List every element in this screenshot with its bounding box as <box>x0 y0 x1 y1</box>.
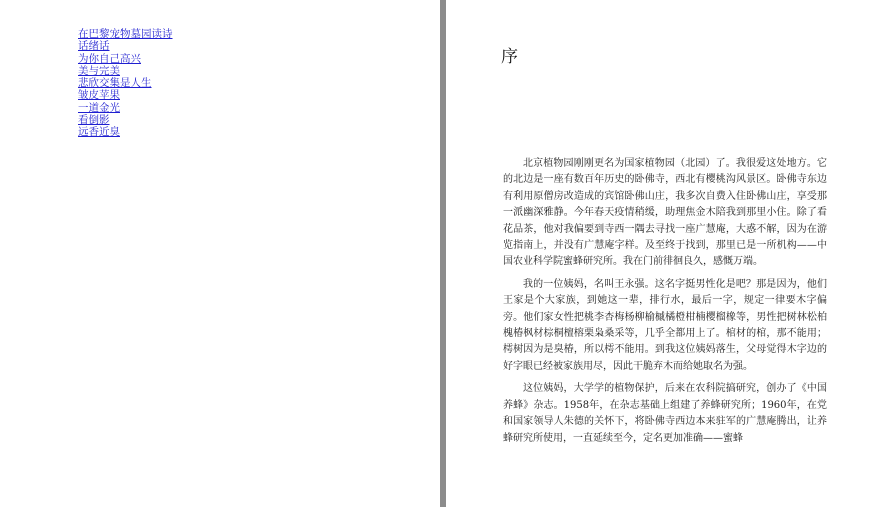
toc-link[interactable]: 为你自己高兴 <box>78 52 141 65</box>
toc-link[interactable]: 在巴黎宠物墓园读诗 <box>78 28 173 40</box>
toc-link[interactable]: 远香近臭 <box>78 126 120 139</box>
toc-link[interactable]: 皱皮苹果 <box>78 89 120 102</box>
toc-item <box>78 87 173 102</box>
toc-item <box>78 38 173 53</box>
toc-link[interactable]: 一道金光 <box>78 101 120 114</box>
body-paragraph: 这位姨妈，大学学的植物保护，后来在农科院搞研究，创办了《中国养蜂》杂志。1958年，在杂志基础上组建了养蜂研究所；1960年，在党和国家领导人朱德的关怀下，将卧佛寺西边本来驻军的广慧庵腾出，让养蜂研究所使用，一直延续至今，定名更加准确——蜜蜂 <box>503 383 827 444</box>
toc-item <box>78 51 173 63</box>
body-paragraph: 我的一位姨妈，名叫王永强。这名字挺男性化是吧？那是因为，他们王家是个大家族，到她这一辈，排行水，最后一字，规定一律要木字偏旁。他们家女性把桃李杏梅杨柳榆槭橘橙柑楠樱榴橡等，男性把树林松柏槐椿枫材棕桐檀榕栗枭桑采等，几乎全都用上了。棺材的棺，那不能用；樗树因为是臭椿，所以樗不能用。到我这位姨妈落生，父母觉得木字边的好字眼已经被家族用尽，因此干脆弃木而给她取名为强。 <box>503 278 827 372</box>
toc-item <box>78 100 173 112</box>
table-of-contents <box>78 26 173 137</box>
toc-item <box>78 75 173 90</box>
right-page <box>446 0 886 507</box>
toc-link[interactable]: 悲欣交集是人生 <box>78 77 152 90</box>
chapter-title: 序 <box>501 47 518 67</box>
toc-item <box>78 26 173 38</box>
left-page <box>0 0 440 507</box>
toc-link[interactable]: 美与完美 <box>78 64 120 77</box>
toc-link[interactable]: 看倒影 <box>78 114 110 127</box>
toc-item <box>78 124 173 139</box>
toc-link[interactable]: 话绪话 <box>78 40 110 53</box>
toc-item <box>78 112 173 127</box>
chapter-body <box>503 156 827 453</box>
body-paragraph: 北京植物园刚刚更名为国家植物园（北园）了。我很爱这处地方。它的北边是一座有数百年历史的卧佛寺，西北有樱桃沟风景区。卧佛寺东边有利用原僧房改造成的宾馆卧佛山庄，我多次自费入住卧佛山庄，享受那一派幽深雅静。今年春天疫情稍缓，助理焦金木陪我到那里小住。除了看花品茶，他对我偏要到寺西一隅去寻找一座广慧庵，大惑不解，因为在游览指南上，并没有广慧庵字样。及至终于找到，那里已是一所机构——中国农业科学院蜜蜂研究所。我在门前徘徊良久，感慨万端。 <box>503 158 827 268</box>
